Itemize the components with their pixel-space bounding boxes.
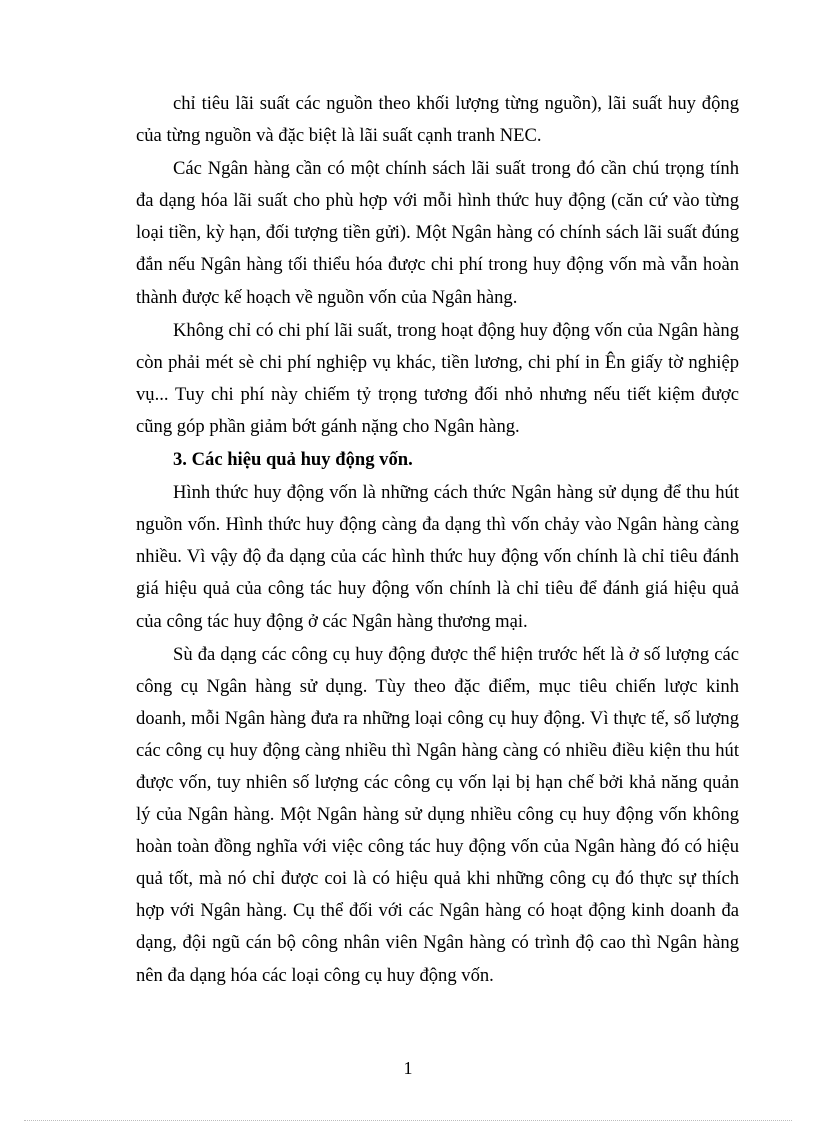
paragraph-other-costs: Không chỉ có chi phí lãi suất, trong hoạt động huy động vốn của Ngân hàng còn phải mét sè chi phí nghiệp vụ khác, tiền lương, chi phí in Ên giấy tờ nghiệp vụ... Tuy chi phí này chiếm tỷ trọng tương đối nhỏ nhưng nếu tiết kiệm được cũng góp phần giảm bớt gánh nặng cho Ngân hàng.: [136, 319, 739, 437]
page-number: 1: [403, 1058, 413, 1078]
document-body: [136, 88, 739, 993]
paragraph-interest-rate-continued: chỉ tiêu lãi suất các nguồn theo khối lượng từng nguồn), lãi suất huy động của từng nguồn và đặc biệt là lãi suất cạnh tranh NEC.: [136, 93, 739, 147]
paragraph-interest-rate-policy: Các Ngân hàng cần có một chính sách lãi suất trong đó cần chú trọng tính đa dạng hóa lãi suất cho phù hợp với mỗi hình thức huy động (căn cứ vào từng loại tiền, kỳ hạn, đối tượng tiền gửi). Một Ngân hàng có chính sách lãi suất đúng đắn nếu Ngân hàng tối thiểu hóa được chi phí trong huy động vốn mà vẫn hoàn thành được kế hoạch về nguồn vốn của Ngân hàng.: [136, 158, 739, 308]
paragraph-mobilization-tools: Sù đa dạng các công cụ huy động được thể hiện trước hết là ở số lượng các công cụ Ngân hàng sử dụng. Tùy theo đặc điểm, mục tiêu chiến lược kinh doanh, mỗi Ngân hàng đưa ra những loại công cụ huy động. Vì thực tế, số lượng các công cụ huy động càng nhiều thì Ngân hàng càng có nhiều điều kiện thu hút được vốn, tuy nhiên số lượng các công cụ vốn lại bị hạn chế bởi khả năng quản lý của Ngân hàng. Một Ngân hàng sử dụng nhiều công cụ huy động vốn không hoàn toàn đồng nghĩa với việc công tác huy động vốn của Ngân hàng đó có hiệu quả tốt, mà nó chỉ được coi là có hiệu quả khi những công cụ đó thực sự thích hợp với Ngân hàng. Cụ thể đối với các Ngân hàng có hoạt động kinh doanh đa dạng, đội ngũ cán bộ công nhân viên Ngân hàng có trình độ cao thì Ngân hàng nên đa dạng hóa các loại công cụ huy động vốn.: [136, 643, 739, 986]
paragraph-mobilization-forms: Hình thức huy động vốn là những cách thức Ngân hàng sử dụng để thu hút nguồn vốn. Hình thức huy động càng đa dạng thì vốn chảy vào Ngân hàng càng nhiều. Vì vậy độ đa dạng của các hình thức huy động vốn chính là chỉ tiêu đánh giá hiệu quả của công tác huy động vốn chính là chỉ tiêu để đánh giá hiệu quả của công tác huy động ở các Ngân hàng thương mại.: [136, 482, 739, 632]
page-bottom-divider: [24, 1120, 792, 1121]
section-heading: 3. Các hiệu quả huy động vốn.: [173, 449, 413, 471]
